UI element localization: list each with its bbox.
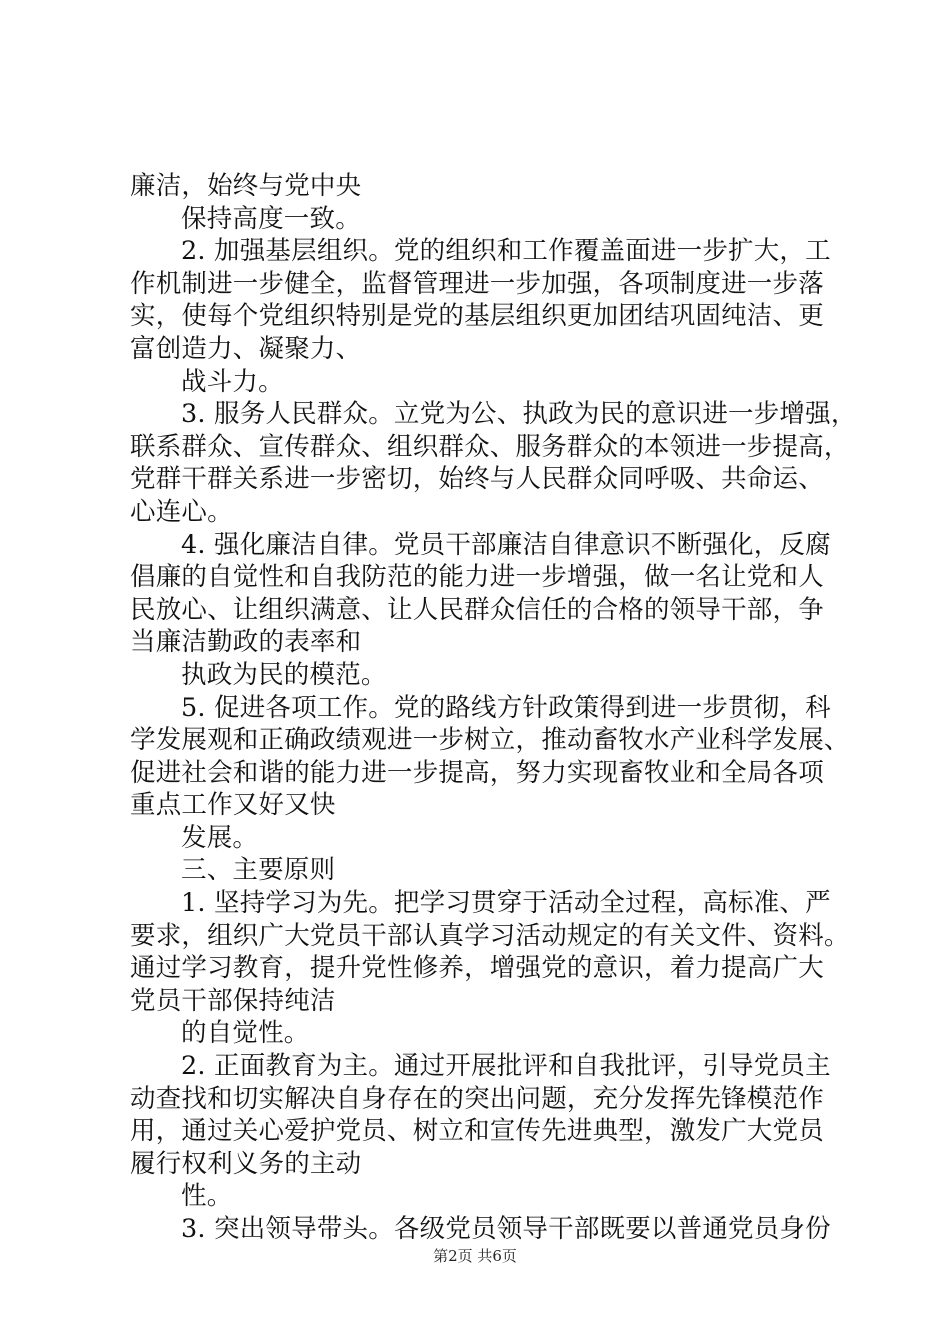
text-line: 当廉洁勤政的表率和: [130, 627, 362, 658]
text-line: 2. 加强基层组织。党的组织和工作覆盖面进一步扩大，工: [181, 236, 831, 267]
text-line: 促进社会和谐的能力进一步提高，努力实现畜牧业和全局各项: [130, 757, 824, 788]
text-line: 作机制进一步健全，监督管理进一步加强，各项制度进一步落: [130, 268, 824, 299]
text-line: 1. 坚持学习为先。把学习贯穿于活动全过程，高标准、严: [181, 888, 831, 919]
text-line: 富创造力、凝聚力、: [130, 333, 362, 364]
text-line: 倡廉的自觉性和自我防范的能力进一步增强，做一名让党和人: [130, 562, 824, 593]
text-line: 联系群众、宣传群众、组织群众、服务群众的本领进一步提高，: [130, 431, 850, 462]
text-line: 保持高度一致。: [181, 203, 361, 234]
text-line: 廉洁，始终与党中央: [130, 171, 362, 201]
text-line: 动查找和切实解决自身存在的突出问题，充分发挥先锋模范作: [130, 1083, 824, 1114]
text-line: 2. 正面教育为主。通过开展批评和自我批评，引导党员主: [181, 1051, 831, 1082]
document-body: [130, 170, 857, 1246]
text-line: 执政为民的模范。: [181, 659, 387, 690]
text-line: 实，使每个党组织特别是党的基层组织更加团结巩固纯洁、更: [130, 301, 824, 332]
text-line: 履行权利义务的主动: [130, 1148, 362, 1179]
text-line: 3. 突出领导带头。各级党员领导干部既要以普通党员身份: [181, 1214, 831, 1244]
text-line: 战斗力。: [181, 366, 284, 397]
page-footer: 第2页 共6页: [433, 1247, 517, 1265]
text-line: 4. 强化廉洁自律。党员干部廉洁自律意识不断强化，反腐: [181, 529, 831, 560]
text-line: 3. 服务人民群众。立党为公、执政为民的意识进一步增强，: [181, 399, 857, 430]
text-line: 党员干部保持纯洁: [130, 985, 336, 1016]
text-line: 心连心。: [130, 496, 233, 527]
text-line: 通过学习教育，提升党性修养，增强党的意识，着力提高广大: [130, 953, 824, 984]
text-line: 党群干群关系进一步密切，始终与人民群众同呼吸、共命运、: [130, 464, 824, 495]
text-line: 的自觉性。: [181, 1018, 310, 1049]
text-line: 三、主要原则: [181, 855, 336, 886]
text-line: 民放心、让组织满意、让人民群众信任的合格的领导干部，争: [130, 594, 824, 625]
text-line: 发展。: [181, 822, 259, 853]
text-line: 性。: [181, 1181, 233, 1212]
text-line: 要求，组织广大党员干部认真学习活动规定的有关文件、资料。: [130, 920, 850, 951]
text-line: 重点工作又好又快: [130, 790, 336, 821]
text-line: 学发展观和正确政绩观进一步树立，推动畜牧水产业科学发展、: [130, 725, 850, 756]
text-line: 用，通过关心爱护党员、树立和宣传先进典型，激发广大党员: [130, 1116, 824, 1147]
text-line: 5. 促进各项工作。党的路线方针政策得到进一步贯彻，科: [181, 692, 831, 723]
